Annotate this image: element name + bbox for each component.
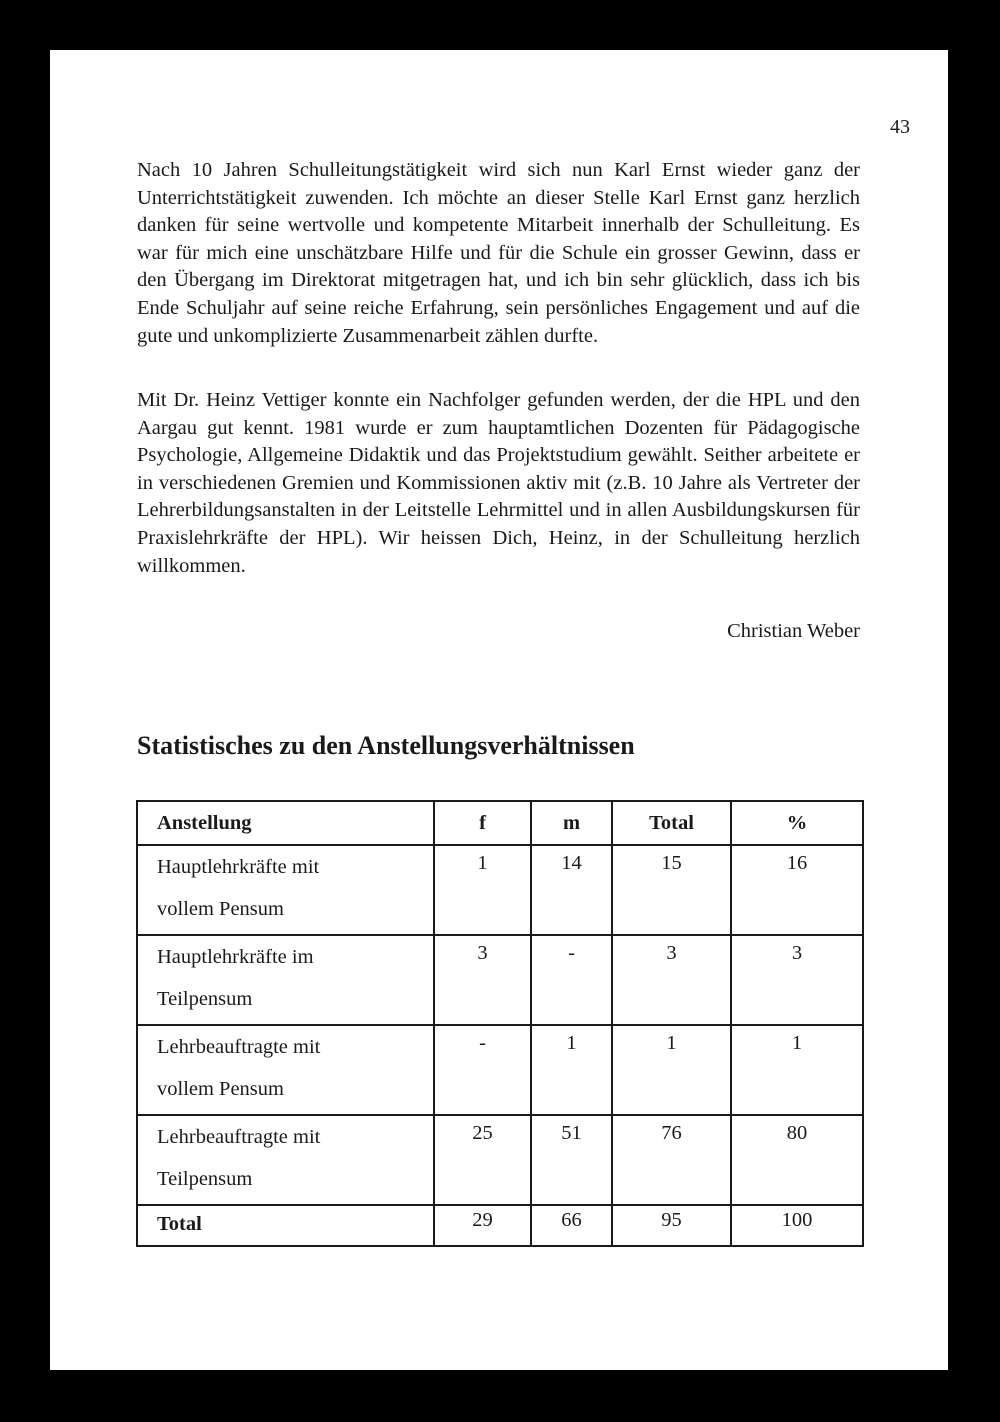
column-header-f: f	[434, 801, 531, 845]
table-row	[137, 1115, 863, 1205]
signature-author: Christian Weber	[727, 620, 860, 642]
paragraph-welcome: Mit Dr. Heinz Vettiger konnte ein Nachfolger gefunden werden, der die HPL und den Aargau gut kennt. 1981 wurde er zum hauptamtlichen Dozenten für Pädagogische Psychologie, Allgemeine Didaktik und das Projektstudium gewählt. Seither arbeitete er in verschiedenen Gremien und Kommissionen aktiv mit (z.B. 10 Jahre als Vertreter der Lehrerbildungsanstalten in der Leitstelle Lehrmittel und in allen Ausbildungskursen für Praxislehrkräfte der HPL). Wir heissen Dich, Heinz, in der Schulleitung herzlich willkommen.	[137, 389, 860, 577]
cell-f: 25	[434, 1115, 531, 1205]
paragraph-farewell: Nach 10 Jahren Schulleitungstätigkeit wird sich nun Karl Ernst wieder ganz der Unterrichtstätigkeit zuwenden. Ich möchte an dieser Stelle Karl Ernst ganz herzlich danken für seine wertvolle und kompetente Mitarbeit innerhalb der Schulleitung. Es war für mich eine unschätzbare Hilfe und für die Schule ein grosser Gewinn, dass er den Übergang im Direktorat mitgetragen hat, und ich bin sehr glücklich, dass ich bis Ende Schuljahr auf seine reiche Erfahrung, sein persönliches Engagement und auf die gute und unkomplizierte Zusammenarbeit zählen durfte.	[137, 159, 860, 347]
column-header-anstellung: Anstellung	[137, 801, 434, 845]
table-row	[137, 1025, 863, 1115]
row-label-line: Hauptlehrkräfte im	[157, 946, 314, 968]
total-m: 66	[531, 1205, 612, 1246]
total-f: 29	[434, 1205, 531, 1246]
table-row	[137, 845, 863, 935]
section-heading: Statistisches zu den Anstellungsverhältnissen	[137, 731, 635, 760]
row-label	[137, 845, 434, 935]
row-label-line: Teilpensum	[157, 988, 253, 1010]
total-percent: 100	[731, 1205, 863, 1246]
row-label-line: Lehrbeauftragte mit	[157, 1036, 321, 1058]
row-label-line: Teilpensum	[157, 1168, 253, 1190]
column-header-percent: %	[731, 801, 863, 845]
cell-total: 15	[612, 845, 731, 935]
cell-percent: 80	[731, 1115, 863, 1205]
row-label-line: vollem Pensum	[157, 898, 284, 920]
table-header-row	[137, 801, 863, 845]
cell-total: 76	[612, 1115, 731, 1205]
row-label	[137, 1115, 434, 1205]
row-label	[137, 1025, 434, 1115]
column-header-m: m	[531, 801, 612, 845]
row-label-line: Lehrbeauftragte mit	[157, 1126, 321, 1148]
total-total: 95	[612, 1205, 731, 1246]
cell-m: -	[531, 935, 612, 1025]
total-label: Total	[137, 1205, 434, 1246]
row-label-line: Hauptlehrkräfte mit	[157, 856, 320, 878]
page-number: 43	[890, 116, 910, 138]
cell-percent: 3	[731, 935, 863, 1025]
cell-f: 3	[434, 935, 531, 1025]
row-label	[137, 935, 434, 1025]
cell-percent: 16	[731, 845, 863, 935]
cell-percent: 1	[731, 1025, 863, 1115]
cell-f: -	[434, 1025, 531, 1115]
table-row	[137, 935, 863, 1025]
cell-m: 14	[531, 845, 612, 935]
column-header-total: Total	[612, 801, 731, 845]
employment-statistics-table	[136, 800, 864, 1247]
cell-f: 1	[434, 845, 531, 935]
document-page	[50, 50, 948, 1370]
cell-total: 3	[612, 935, 731, 1025]
cell-m: 51	[531, 1115, 612, 1205]
cell-m: 1	[531, 1025, 612, 1115]
row-label-line: vollem Pensum	[157, 1078, 284, 1100]
cell-total: 1	[612, 1025, 731, 1115]
table-total-row	[137, 1205, 863, 1246]
